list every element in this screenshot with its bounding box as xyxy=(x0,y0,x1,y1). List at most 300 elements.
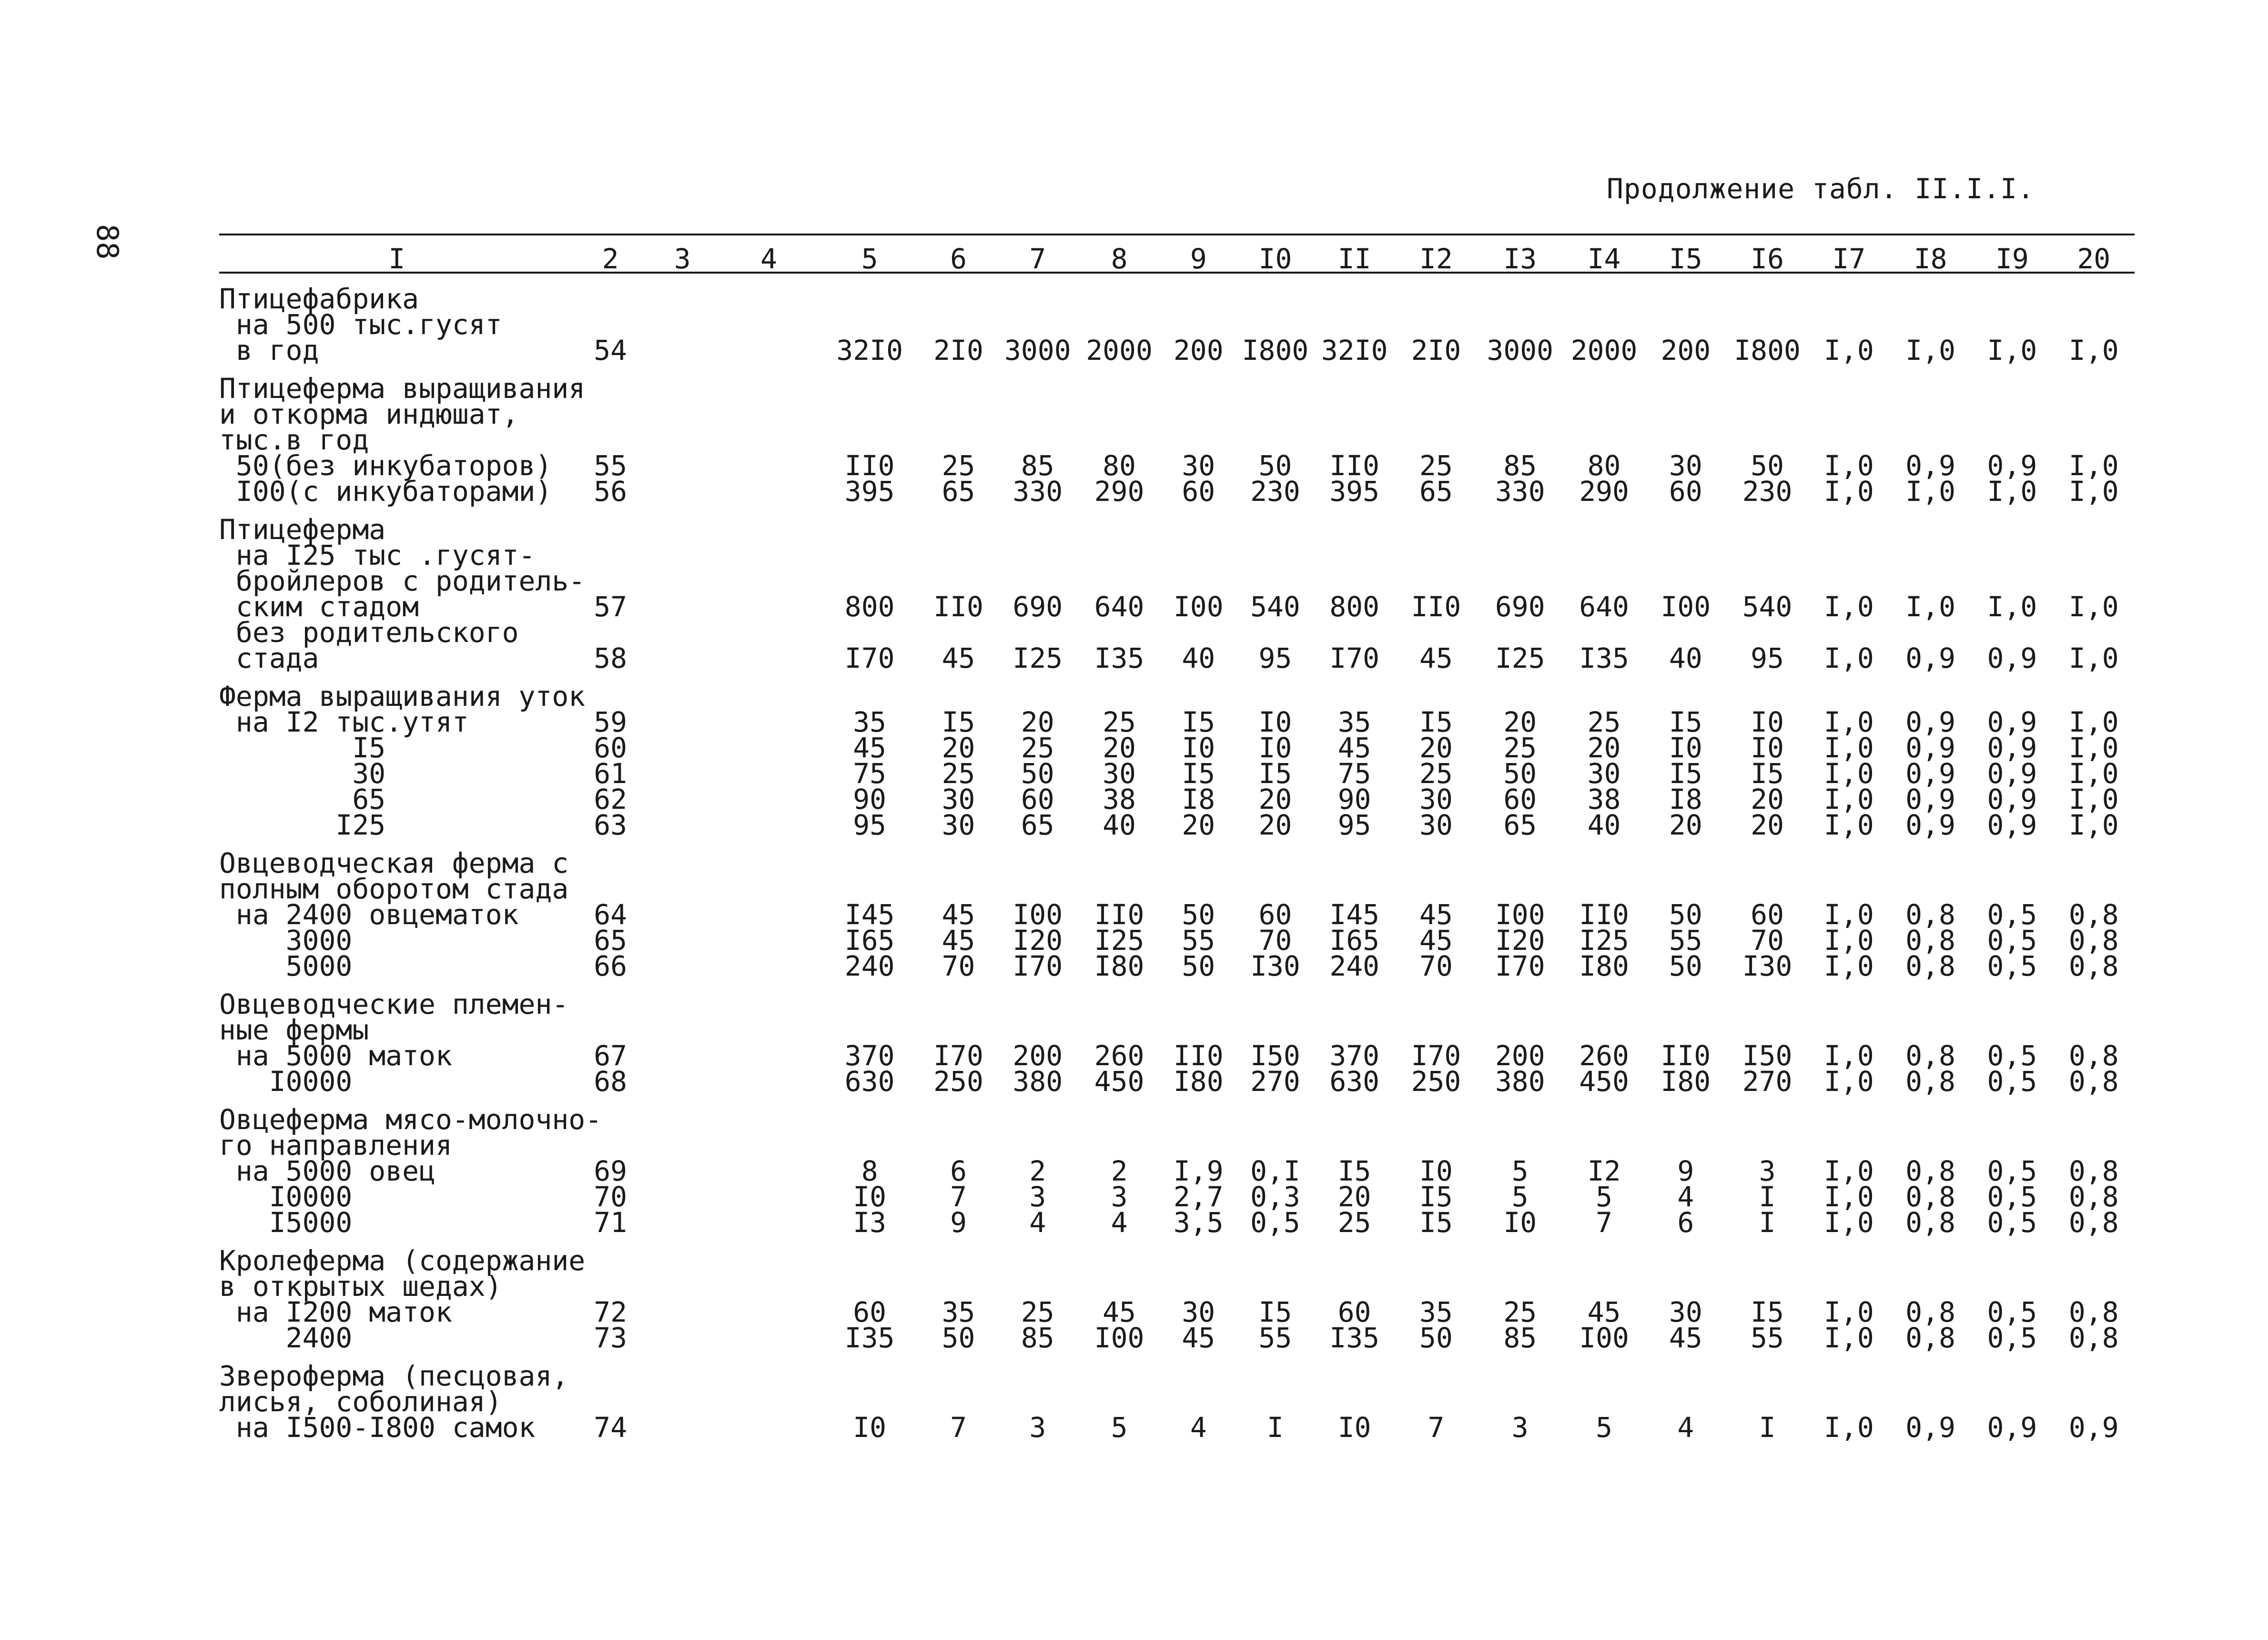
table-cell: I,0 xyxy=(2068,475,2119,508)
empty-cell xyxy=(647,709,719,735)
table-cell: 55 xyxy=(1258,1322,1292,1354)
table-cell: 3 xyxy=(1029,1181,1046,1213)
table-cell: 2000 xyxy=(1570,334,1638,367)
table-row xyxy=(219,1415,2135,1440)
empty-cell xyxy=(647,1158,719,1184)
table-cell: 4 xyxy=(1677,1181,1694,1213)
row-label: 2400 xyxy=(219,1322,353,1354)
table-cell: 75 xyxy=(1337,757,1371,790)
table-cell: II0 xyxy=(1660,1039,1711,1072)
table-cell: 250 xyxy=(1411,1065,1461,1098)
table-cell: 30 xyxy=(1669,1296,1702,1328)
table-cell: 4 xyxy=(1111,1206,1128,1239)
empty-cell xyxy=(719,1210,820,1235)
empty-cell xyxy=(647,337,719,363)
group-title-row xyxy=(219,1389,2135,1415)
group-title-row xyxy=(219,568,2135,594)
table-cell: 90 xyxy=(1337,783,1371,815)
table-cell: 35 xyxy=(853,706,887,738)
row-label: 3000 xyxy=(219,924,353,957)
table-cell: 7 xyxy=(950,1411,967,1444)
table-cell: 690 xyxy=(1495,591,1545,623)
row-label: 50(без инкубаторов) xyxy=(219,449,552,482)
table-cell: 3000 xyxy=(1004,334,1071,367)
row-code: 68 xyxy=(594,1065,628,1098)
column-header-20: 20 xyxy=(2053,234,2135,273)
table-cell: 2I0 xyxy=(933,334,983,367)
table-cell: I5 xyxy=(1669,706,1702,738)
table-cell: 90 xyxy=(853,783,887,815)
empty-cell xyxy=(647,620,719,671)
table-cell: 30 xyxy=(1669,449,1702,482)
table-cell: 30 xyxy=(1419,783,1453,815)
table-cell: I00 xyxy=(1094,1322,1144,1354)
table-cell: 0,5 xyxy=(1987,1039,2037,1072)
table-cell: I70 xyxy=(1329,642,1380,674)
table-row xyxy=(219,735,2135,761)
table-cell: 330 xyxy=(1495,475,1545,508)
table-cell: I5 xyxy=(1419,1181,1453,1213)
column-header-11: II xyxy=(1314,234,1395,273)
table-cell: II0 xyxy=(1411,591,1461,623)
table-cell: I xyxy=(1759,1181,1776,1213)
table-cell: 20 xyxy=(1669,809,1702,841)
table-row xyxy=(219,902,2135,927)
table-cell: 25 xyxy=(942,757,975,790)
table-cell: I,0 xyxy=(1823,1181,1874,1213)
table-cell: 0,9 xyxy=(2068,1411,2119,1444)
table-cell: 0,8 xyxy=(1905,1039,1956,1072)
table-cell: 0,9 xyxy=(1987,642,2037,674)
table-cell: 25 xyxy=(1021,732,1054,764)
table-cell: 85 xyxy=(1503,449,1537,482)
table-cell: I xyxy=(1759,1411,1776,1444)
group-title-row xyxy=(219,979,2135,1017)
group-title: ные фермы xyxy=(219,1014,369,1046)
table-cell: 0,8 xyxy=(2068,1322,2119,1354)
group-title-row xyxy=(219,1017,2135,1043)
table-cell: 85 xyxy=(1021,449,1054,482)
table-cell: I,0 xyxy=(2068,449,2119,482)
table-cell: I70 xyxy=(1012,950,1063,982)
table-cell: 40 xyxy=(1182,642,1215,674)
table-cell: 3 xyxy=(1111,1181,1128,1213)
table-cell: 3 xyxy=(1759,1155,1776,1187)
table-cell: 270 xyxy=(1742,1065,1792,1098)
table-cell: 25 xyxy=(1103,706,1136,738)
table-cell: 0,8 xyxy=(2068,950,2119,982)
table-cell: 25 xyxy=(942,449,975,482)
table-cell: 0,9 xyxy=(1905,732,1956,764)
table-cell: 50 xyxy=(1503,757,1537,790)
row-code: 72 xyxy=(594,1296,628,1328)
table-cell: 20 xyxy=(1182,809,1215,841)
table-cell: I5 xyxy=(1751,757,1784,790)
row-label: на 2400 овцематок xyxy=(219,898,519,931)
empty-cell xyxy=(719,786,820,812)
table-cell: 3 xyxy=(1511,1411,1529,1444)
row-code: 70 xyxy=(594,1181,628,1213)
table-cell: 80 xyxy=(1587,449,1621,482)
group-title-row xyxy=(219,1235,2135,1273)
table-cell: I5 xyxy=(1751,1296,1784,1328)
table-cell: I45 xyxy=(1329,898,1380,931)
table-cell: I0 xyxy=(1669,732,1702,764)
table-cell: II0 xyxy=(1173,1039,1224,1072)
table-cell: I80 xyxy=(1660,1065,1711,1098)
empty-cell xyxy=(719,479,820,504)
table-cell: I65 xyxy=(1329,924,1380,957)
empty-cell xyxy=(719,337,820,363)
table-cell: I50 xyxy=(1742,1039,1792,1072)
table-cell: I5 xyxy=(1182,706,1215,738)
table-cell: 290 xyxy=(1579,475,1629,508)
table-cell: I800 xyxy=(1734,334,1801,367)
empty-cell xyxy=(719,812,820,838)
column-header-3: 3 xyxy=(647,234,719,273)
table-cell: 30 xyxy=(1419,809,1453,841)
table-cell: II0 xyxy=(1579,898,1629,931)
table-cell: 50 xyxy=(1419,1322,1453,1354)
table-cell: I0 xyxy=(1751,706,1784,738)
table-cell: 45 xyxy=(1419,898,1453,931)
table-cell: I,0 xyxy=(1823,757,1874,790)
table-cell: 5 xyxy=(1511,1181,1529,1213)
table-cell: 630 xyxy=(1329,1065,1380,1098)
table-cell: 0,8 xyxy=(1905,1155,1956,1187)
group-title-row xyxy=(219,504,2135,542)
table-cell: I65 xyxy=(844,924,895,957)
table-cell: I70 xyxy=(844,642,895,674)
table-cell: 25 xyxy=(1021,1296,1054,1328)
empty-cell xyxy=(647,1299,719,1325)
table-cell: 2,7 xyxy=(1173,1181,1224,1213)
table-cell: 30 xyxy=(1103,757,1136,790)
table-cell: 45 xyxy=(1669,1322,1702,1354)
table-cell: 65 xyxy=(1503,809,1537,841)
table-cell: 38 xyxy=(1103,783,1136,815)
group-title: на 500 тыс.гусят xyxy=(219,308,502,341)
table-cell: 65 xyxy=(1021,809,1054,841)
row-label: I0000 xyxy=(219,1065,353,1098)
column-header-8: 8 xyxy=(1078,234,1160,273)
table-row xyxy=(219,1069,2135,1094)
column-header-4: 4 xyxy=(719,234,820,273)
table-cell: 0,5 xyxy=(1987,1155,2037,1187)
column-header-18: I8 xyxy=(1890,234,1971,273)
table-cell: 270 xyxy=(1250,1065,1300,1098)
table-cell: 4 xyxy=(1677,1411,1694,1444)
table-cell: I,0 xyxy=(1823,475,1874,508)
group-title-row xyxy=(219,312,2135,337)
table-cell: 95 xyxy=(1337,809,1371,841)
table-cell: 0,9 xyxy=(1987,732,2037,764)
table-cell: 20 xyxy=(1258,809,1292,841)
table-cell: 800 xyxy=(1329,591,1380,623)
table-cell: I20 xyxy=(1012,924,1063,957)
row-label: на I2 тыс.утят xyxy=(219,706,469,738)
table-cell: 60 xyxy=(1021,783,1054,815)
row-label: I00(с инкубаторами) xyxy=(219,475,552,508)
table-cell: 800 xyxy=(844,591,895,623)
table-cell: 200 xyxy=(1495,1039,1545,1072)
group-title: на I25 тыс .гусят- xyxy=(219,539,536,571)
row-code: 74 xyxy=(594,1411,628,1444)
table-cell: 38 xyxy=(1587,783,1621,815)
table-cell: 0,8 xyxy=(2068,1206,2119,1239)
group-title-row xyxy=(219,1094,2135,1132)
empty-cell xyxy=(719,902,820,927)
table-cell: 290 xyxy=(1094,475,1144,508)
table-cell: 55 xyxy=(1182,924,1215,957)
column-header-17: I7 xyxy=(1808,234,1890,273)
table-cell: 80 xyxy=(1103,449,1136,482)
table-cell: I70 xyxy=(1411,1039,1461,1072)
empty-cell xyxy=(647,902,719,927)
table-cell: 25 xyxy=(1337,1206,1371,1239)
table-header-row xyxy=(219,234,2135,273)
table-cell: 0,9 xyxy=(1905,1411,1956,1444)
table-cell: I00 xyxy=(1660,591,1711,623)
column-header-2: 2 xyxy=(575,234,647,273)
table-cell: I,0 xyxy=(1823,898,1874,931)
table-cell: I2 xyxy=(1587,1155,1621,1187)
table-cell: I,0 xyxy=(1823,334,1874,367)
table-cell: 0,5 xyxy=(1250,1206,1300,1239)
table-cell: 25 xyxy=(1587,706,1621,738)
empty-cell xyxy=(719,594,820,620)
table-cell: 0,9 xyxy=(1987,706,2037,738)
table-cell: 95 xyxy=(853,809,887,841)
table-cell: I5 xyxy=(1337,1155,1371,1187)
table-cell: I30 xyxy=(1742,950,1792,982)
empty-cell xyxy=(647,453,719,479)
row-label: в год xyxy=(219,334,319,367)
table-cell: 70 xyxy=(942,950,975,982)
row-code: 59 xyxy=(594,706,628,738)
table-cell: 55 xyxy=(1669,924,1702,957)
table-cell: I,0 xyxy=(1823,809,1874,841)
table-cell: 60 xyxy=(1258,898,1292,931)
group-title-row xyxy=(219,838,2135,876)
table-cell: 40 xyxy=(1103,809,1136,841)
group-title: Овцеферма мясо-молочно- xyxy=(219,1103,602,1136)
table-cell: 380 xyxy=(1495,1065,1545,1098)
column-header-16: I6 xyxy=(1726,234,1808,273)
table-cell: 60 xyxy=(1503,783,1537,815)
group-title: тыс.в год xyxy=(219,424,369,456)
table-cell: 4 xyxy=(1190,1411,1207,1444)
table-cell: 2 xyxy=(1029,1155,1046,1187)
table-cell: 0,9 xyxy=(1987,757,2037,790)
table-cell: 0,9 xyxy=(1905,757,1956,790)
table-cell: 32I0 xyxy=(1321,334,1388,367)
empty-cell xyxy=(719,453,820,479)
row-code: 57 xyxy=(594,591,628,623)
table-cell: 8 xyxy=(861,1155,878,1187)
table-cell: 0,5 xyxy=(1987,924,2037,957)
table-cell: 60 xyxy=(853,1296,887,1328)
row-code: 61 xyxy=(594,757,628,790)
table-cell: 45 xyxy=(1419,924,1453,957)
table-cell: 35 xyxy=(942,1296,975,1328)
group-title: лисья, соболиная) xyxy=(219,1385,502,1418)
row-label: на 5000 маток xyxy=(219,1039,452,1072)
table-cell: 0,9 xyxy=(1987,1411,2037,1444)
table-cell: 230 xyxy=(1250,475,1300,508)
table-cell: 45 xyxy=(942,898,975,931)
table-cell: 70 xyxy=(1258,924,1292,957)
table-cell: 0,9 xyxy=(1987,783,2037,815)
group-title: Ферма выращивания уток xyxy=(219,680,586,713)
table-row xyxy=(219,927,2135,953)
table-cell: 9 xyxy=(950,1206,967,1239)
table-cell: I,0 xyxy=(1823,591,1874,623)
table-cell: 0,8 xyxy=(2068,1181,2119,1213)
table-cell: I3 xyxy=(853,1206,887,1239)
table-cell: I,0 xyxy=(2068,642,2119,674)
table-row xyxy=(219,620,2135,671)
table-cell: 30 xyxy=(942,809,975,841)
row-code: 55 xyxy=(594,449,628,482)
empty-cell xyxy=(719,1158,820,1184)
row-code: 71 xyxy=(594,1206,628,1239)
table-cell: I,0 xyxy=(1905,591,1956,623)
table-cell: 20 xyxy=(1587,732,1621,764)
group-title: го направления xyxy=(219,1129,452,1161)
table-cell: 260 xyxy=(1579,1039,1629,1072)
table-cell: 0,9 xyxy=(1905,449,1956,482)
column-header-6: 6 xyxy=(920,234,997,273)
table-cell: 370 xyxy=(1329,1039,1380,1072)
table-cell: 20 xyxy=(1337,1181,1371,1213)
table-cell: 50 xyxy=(1021,757,1054,790)
table-cell: 25 xyxy=(1419,757,1453,790)
table-cell: I,0 xyxy=(1823,642,1874,674)
row-code: 65 xyxy=(594,924,628,957)
table-cell: 95 xyxy=(1258,642,1292,674)
table-cell: 2I0 xyxy=(1411,334,1461,367)
table-cell: I xyxy=(1267,1411,1284,1444)
table-cell: I,0 xyxy=(1905,334,1956,367)
table-cell: I,0 xyxy=(2068,809,2119,841)
table-cell: 0,5 xyxy=(1987,898,2037,931)
table-cell: I0 xyxy=(1503,1206,1537,1239)
table-cell: I25 xyxy=(1094,924,1144,957)
table-row xyxy=(219,337,2135,363)
empty-cell xyxy=(719,1299,820,1325)
table-cell: I35 xyxy=(1094,642,1144,674)
column-header-10: I0 xyxy=(1237,234,1314,273)
table-cell: 0,5 xyxy=(1987,1206,2037,1239)
table-cell: I0 xyxy=(1419,1155,1453,1187)
table-cell: 0,5 xyxy=(1987,1065,2037,1098)
empty-cell xyxy=(719,1415,820,1440)
row-code: 60 xyxy=(594,732,628,764)
table-cell: 85 xyxy=(1021,1322,1054,1354)
empty-cell xyxy=(647,1184,719,1210)
row-label: без родительского стада xyxy=(235,616,519,674)
table-cell: 630 xyxy=(844,1065,895,1098)
table-cell: 40 xyxy=(1669,642,1702,674)
table-cell: 2000 xyxy=(1086,334,1153,367)
group-title: Птицеферма выращивания xyxy=(219,372,586,405)
empty-cell xyxy=(647,735,719,761)
table-cell: 5 xyxy=(1596,1181,1613,1213)
table-row xyxy=(219,1325,2135,1351)
table-cell: 0,8 xyxy=(1905,1181,1956,1213)
row-code: 73 xyxy=(594,1322,628,1354)
table-cell: I00 xyxy=(1579,1322,1629,1354)
row-label: I25 xyxy=(219,809,386,841)
table-cell: I0 xyxy=(853,1411,887,1444)
row-code: 62 xyxy=(594,783,628,815)
table-cell: I,0 xyxy=(2068,783,2119,815)
table-cell: I,0 xyxy=(1987,334,2037,367)
table-cell: 330 xyxy=(1012,475,1063,508)
group-title: в открытых шедах) xyxy=(219,1270,502,1303)
table-cell: I35 xyxy=(844,1322,895,1354)
column-header-19: I9 xyxy=(1971,234,2053,273)
table-cell: 3 xyxy=(1029,1411,1046,1444)
table-cell: I25 xyxy=(1012,642,1063,674)
empty-cell xyxy=(647,761,719,786)
table-cell: 0,8 xyxy=(2068,924,2119,957)
table-cell: 30 xyxy=(1587,757,1621,790)
table-cell: 7 xyxy=(1428,1411,1445,1444)
table-cell: I,0 xyxy=(1823,1039,1874,1072)
table-cell: I80 xyxy=(1094,950,1144,982)
row-code: 66 xyxy=(594,950,628,982)
table-cell: 7 xyxy=(950,1181,967,1213)
table-row xyxy=(219,1184,2135,1210)
table-cell: I xyxy=(1759,1206,1776,1239)
table-cell: I,0 xyxy=(2068,706,2119,738)
group-title-row xyxy=(219,363,2135,401)
table-cell: I,0 xyxy=(1987,475,2037,508)
table-cell: 35 xyxy=(1419,1296,1453,1328)
empty-cell xyxy=(647,927,719,953)
group-title-row xyxy=(219,273,2135,312)
data-table xyxy=(219,234,2135,1444)
table-cell: I,0 xyxy=(2068,334,2119,367)
table-cell: I70 xyxy=(1495,950,1545,982)
empty-cell xyxy=(719,1069,820,1094)
table-cell: I0 xyxy=(1182,732,1215,764)
table-cell: 540 xyxy=(1742,591,1792,623)
table-cell: 0,8 xyxy=(1905,898,1956,931)
row-label: 5000 xyxy=(219,950,353,982)
table-cell: I,0 xyxy=(1823,1322,1874,1354)
table-cell: 50 xyxy=(1669,898,1702,931)
table-cell: I00 xyxy=(1012,898,1063,931)
table-cell: 70 xyxy=(1419,950,1453,982)
table-cell: 45 xyxy=(1587,1296,1621,1328)
table-cell: 50 xyxy=(1751,449,1784,482)
table-cell: 25 xyxy=(1503,1296,1537,1328)
empty-cell xyxy=(719,620,820,671)
group-title-row xyxy=(219,427,2135,453)
table-cell: 65 xyxy=(1419,475,1453,508)
table-cell: I30 xyxy=(1250,950,1300,982)
table-cell: 0,8 xyxy=(1905,1065,1956,1098)
table-row xyxy=(219,1210,2135,1235)
table-row xyxy=(219,812,2135,838)
table-cell: 4 xyxy=(1029,1206,1046,1239)
table-cell: 55 xyxy=(1751,1322,1784,1354)
group-title-row xyxy=(219,401,2135,427)
table-cell: 0,5 xyxy=(1987,950,2037,982)
